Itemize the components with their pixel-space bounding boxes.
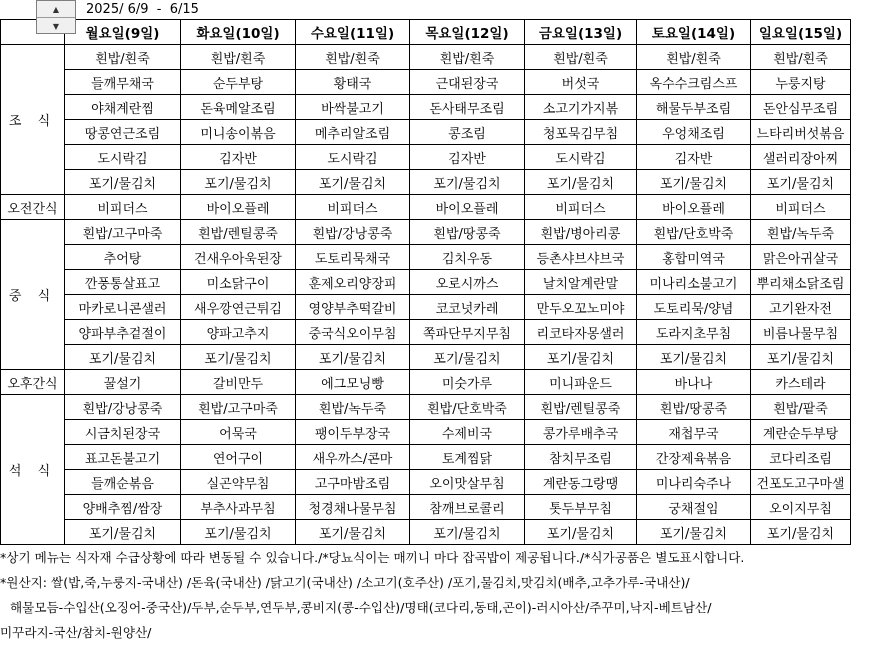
note-line: *상기 메뉴는 식자재 수급상황에 따라 변동될 수 있습니다./*당뇨식이는 매끼니 마다 잡곡밥이 제공됩니다./*식가공품은 별도표시합니다. [0,550,745,565]
menu-row [1,45,851,70]
day-header: 일요일(15일) [751,20,851,45]
menu-item: 연어구이 [181,445,296,470]
menu-row [1,95,851,120]
menu-item: 흰밥/강낭콩죽 [65,395,181,420]
meal-label: 오후간식 [1,370,65,395]
menu-item: 등촌샤브샤브국 [525,245,637,270]
menu-item: 갈비만두 [181,370,296,395]
menu-item: 참치무조림 [525,445,637,470]
menu-item: 포기/물김치 [410,520,525,545]
menu-item: 코다리조림 [751,445,851,470]
menu-row [1,270,851,295]
menu-item: 중국식오이무침 [296,320,410,345]
menu-item: 흰밥/녹두죽 [296,395,410,420]
menu-item: 도시락김 [525,145,637,170]
meal-label: 석 식 [1,395,65,545]
menu-item: 비름나물무침 [751,320,851,345]
meal-label: 중 식 [1,220,65,370]
menu-item: 미니송이볶음 [181,120,296,145]
menu-item: 김치우동 [410,245,525,270]
menu-item: 재첩무국 [637,420,751,445]
menu-item: 포기/물김치 [181,345,296,370]
note-line: 해물모듬-수입산(오징어-중국산)/두부,순두부,연두부,콩비지(콩-수입산)/명태(코다리,동태,곤이)-러시아산/주꾸미,낙지-베트남산/ [10,600,712,615]
menu-item: 포기/물김치 [525,520,637,545]
meal-label: 조 식 [1,45,65,195]
menu-item: 야채계란찜 [65,95,181,120]
menu-item: 리코타자몽샐러 [525,320,637,345]
menu-item: 옥수수크림스프 [637,70,751,95]
menu-item: 흰밥/땅콩죽 [410,220,525,245]
menu-item: 흰밥/흰죽 [410,45,525,70]
menu-item: 꿀설기 [65,370,181,395]
menu-item: 오로시까스 [410,270,525,295]
menu-item: 콩조림 [410,120,525,145]
menu-item: 부추사과무침 [181,495,296,520]
menu-item: 포기/물김치 [525,345,637,370]
menu-item: 바싹불고기 [296,95,410,120]
menu-table [0,19,851,545]
day-header: 목요일(12일) [410,20,525,45]
menu-row [1,295,851,320]
menu-row [1,495,851,520]
menu-item: 비피더스 [296,195,410,220]
menu-item: 메추리알조림 [296,120,410,145]
menu-item: 카스테라 [751,370,851,395]
menu-item: 콩가루배추국 [525,420,637,445]
day-header: 금요일(13일) [525,20,637,45]
menu-item: 포기/물김치 [637,345,751,370]
menu-item: 새우까스/콘마 [296,445,410,470]
day-header: 화요일(10일) [181,20,296,45]
menu-item: 미소닭구이 [181,270,296,295]
menu-item: 누룽지탕 [751,70,851,95]
menu-item: 쪽파단무지무침 [410,320,525,345]
menu-item: 청포묵김무침 [525,120,637,145]
menu-item: 해물두부조림 [637,95,751,120]
menu-item: 돈사태무조림 [410,95,525,120]
menu-item: 바이오플레 [181,195,296,220]
menu-item: 흰밥/단호박죽 [410,395,525,420]
menu-row [1,345,851,370]
menu-item: 포기/물김치 [525,170,637,195]
menu-item: 김자반 [637,145,751,170]
notes [0,545,872,645]
menu-item: 톳두부무침 [525,495,637,520]
menu-item: 비피더스 [525,195,637,220]
menu-item: 표고돈불고기 [65,445,181,470]
menu-item: 흰밥/흰죽 [751,45,851,70]
meal-label: 오전간식 [1,195,65,220]
menu-item: 미니파운드 [525,370,637,395]
menu-item: 흰밥/고구마죽 [181,395,296,420]
menu-item: 비피더스 [65,195,181,220]
menu-item: 고구마밤조림 [296,470,410,495]
menu-item: 흰밥/강낭콩죽 [296,220,410,245]
menu-item: 흰밥/렌틸콩죽 [525,395,637,420]
menu-item: 어묵국 [181,420,296,445]
menu-item: 포기/물김치 [65,520,181,545]
menu-item: 흰밥/렌틸콩죽 [181,220,296,245]
menu-item: 들깨순볶음 [65,470,181,495]
menu-item: 포기/물김치 [296,520,410,545]
menu-item: 순두부탕 [181,70,296,95]
menu-item: 양배추찜/쌈장 [65,495,181,520]
menu-item: 흰밥/흰죽 [525,45,637,70]
menu-row [1,170,851,195]
menu-row [1,120,851,145]
day-header-row [1,20,851,45]
menu-item: 바이오플레 [410,195,525,220]
menu-item: 시금치된장국 [65,420,181,445]
menu-item: 포기/물김치 [410,345,525,370]
menu-item: 바이오플레 [637,195,751,220]
menu-item: 포기/물김치 [637,170,751,195]
menu-item: 포기/물김치 [751,520,851,545]
menu-item: 고기완자전 [751,295,851,320]
menu-item: 도라지초무침 [637,320,751,345]
menu-row [1,70,851,95]
menu-row [1,220,851,245]
menu-item: 포기/물김치 [181,520,296,545]
menu-item: 양파부추겉절이 [65,320,181,345]
menu-item: 미숫가루 [410,370,525,395]
menu-item: 포기/물김치 [296,170,410,195]
menu-item: 황태국 [296,70,410,95]
menu-row [1,145,851,170]
menu-item: 훈제오리양장피 [296,270,410,295]
menu-item: 영양부추떡갈비 [296,295,410,320]
menu-item: 오이맛살무침 [410,470,525,495]
menu-item: 포기/물김치 [751,345,851,370]
menu-item: 포기/물김치 [65,170,181,195]
menu-item: 우엉채조림 [637,120,751,145]
menu-item: 오이지무침 [751,495,851,520]
menu-item: 도시락김 [65,145,181,170]
menu-item: 김자반 [410,145,525,170]
menu-item: 궁채절임 [637,495,751,520]
menu-item: 건새우아욱된장 [181,245,296,270]
menu-item: 흰밥/병아리콩 [525,220,637,245]
menu-item: 양파고추지 [181,320,296,345]
menu-item: 흰밥/흰죽 [181,45,296,70]
menu-item: 청경채나물무침 [296,495,410,520]
menu-item: 토계찜닭 [410,445,525,470]
menu-item: 뿌리채소닭조림 [751,270,851,295]
menu-row [1,520,851,545]
menu-item: 느타리버섯볶음 [751,120,851,145]
menu-row [1,420,851,445]
spin-down-icon[interactable]: ▼ [37,17,75,34]
menu-item: 흰밥/녹두죽 [751,220,851,245]
day-header: 월요일(9일) [65,20,181,45]
menu-item: 미나리소불고기 [637,270,751,295]
menu-item: 바나나 [637,370,751,395]
menu-item: 흰밥/흰죽 [65,45,181,70]
menu-item: 흰밥/흰죽 [637,45,751,70]
menu-item: 수제비국 [410,420,525,445]
menu-item: 추어탕 [65,245,181,270]
menu-item: 샐러리장아찌 [751,145,851,170]
menu-item: 버섯국 [525,70,637,95]
menu-item: 김자반 [181,145,296,170]
menu-row [1,395,851,420]
menu-item: 땅콩연근조림 [65,120,181,145]
menu-item: 계란순두부탕 [751,420,851,445]
menu-item: 건포도고구마샐 [751,470,851,495]
menu-item: 포기/물김치 [65,345,181,370]
menu-item: 날치알계란말 [525,270,637,295]
menu-item: 코코넛카레 [410,295,525,320]
menu-item: 도시락김 [296,145,410,170]
menu-item: 맑은아귀살국 [751,245,851,270]
menu-item: 포기/물김치 [296,345,410,370]
menu-row [1,320,851,345]
menu-item: 흰밥/단호박죽 [637,220,751,245]
menu-item: 에그모닝빵 [296,370,410,395]
menu-row [1,370,851,395]
menu-item: 도토리묵채국 [296,245,410,270]
day-header: 토요일(14일) [637,20,751,45]
menu-item: 들깨무채국 [65,70,181,95]
spin-control[interactable] [36,0,76,34]
menu-item: 만두오꼬노미야 [525,295,637,320]
menu-item: 흰밥/땅콩죽 [637,395,751,420]
note-line: 미꾸라지-국산/참치-원양산/ [0,625,152,640]
date-range: 2025/ 6/9 - 6/15 [86,2,199,17]
menu-item: 포기/물김치 [637,520,751,545]
menu-item: 팽이두부장국 [296,420,410,445]
menu-item: 근대된장국 [410,70,525,95]
menu-item: 간장제육볶음 [637,445,751,470]
menu-item: 마카로니콘샐러 [65,295,181,320]
menu-item: 홍합미역국 [637,245,751,270]
menu-item: 돈육메알조림 [181,95,296,120]
menu-item: 포기/물김치 [751,170,851,195]
note-line: *원산지: 쌀(밥,죽,누룽지-국내산) /돈육(국내산) /닭고기(국내산) /소고기(호주산) /포기,물김치,맛김치(배추,고추가루-국내산)/ [0,575,690,590]
menu-item: 흰밥/팥죽 [751,395,851,420]
menu-item: 도토리묵/양념 [637,295,751,320]
menu-item: 미나리숙주나 [637,470,751,495]
menu-item: 포기/물김치 [181,170,296,195]
menu-item: 흰밥/고구마죽 [65,220,181,245]
spin-up-icon[interactable]: ▲ [52,4,60,14]
menu-item: 참깨브로콜리 [410,495,525,520]
menu-item: 돈안심무조림 [751,95,851,120]
menu-item: 소고기가지볶 [525,95,637,120]
menu-row [1,195,851,220]
menu-item: 실곤약무침 [181,470,296,495]
menu-item: 깐풍통살표고 [65,270,181,295]
date-header [0,0,872,31]
menu-row [1,470,851,495]
day-header: 수요일(11일) [296,20,410,45]
menu-item: 포기/물김치 [410,170,525,195]
menu-item: 비피더스 [751,195,851,220]
menu-item: 새우깡연근튀김 [181,295,296,320]
menu-row [1,445,851,470]
menu-item: 계란동그랑땡 [525,470,637,495]
menu-item: 흰밥/흰죽 [296,45,410,70]
menu-row [1,245,851,270]
